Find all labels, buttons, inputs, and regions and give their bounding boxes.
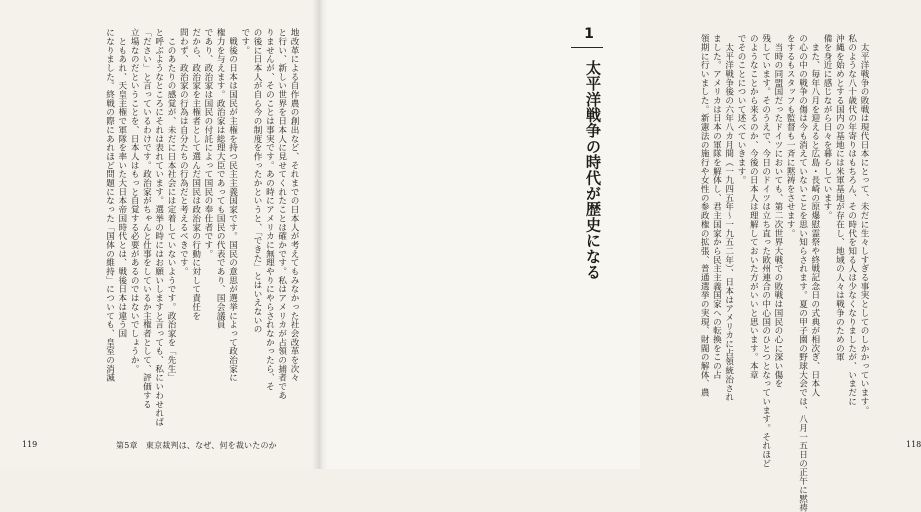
section-title: 太平洋戦争の時代が歴史になる [584,60,602,280]
left-page-number: 119 [22,440,38,449]
right-page-number: 118 [906,440,921,449]
left-page-body-text: 地改革による自作農の創出など、それまでの日本人が考えてもみなかった社会改革を次々 と行い、新しい世界を日本人に見せてくれたことは確かです。私はアメリカが占領の捕者であ りませんが、そのことは事実です。あの時にアメリカに無理やりにやらされなかったら、そ の後に日本人が自ら今の制度を作ったかというと、「できた」とはいえないの です。 戦後の日本は国民が主権を持つ民主主義国家です。国民の意思が選挙によって政治家に 権力を与えます。政治家は総理大臣であっても国民の代表であり、国会議員 であり、政治家は国民の付託によって国民の奉仕者です。 だから、政治家を主権者として選んだ国民は政治家の行動に対して責任を 問わず、政治家の行為は自分たちの行為だと考えるべきです。 このあたりの感覚が、未だに日本社会には定着していないようです。政治家を「先生」 と呼ぶようなところにそれは表れています。選挙の時にはお願いしますと言っても、私にいわせれば 「ださい」と言っているわけです。政治家がちゃんと仕事をしているか主権者として、評価する 立場なのだということを、日本人はもっと自覚する必要があるのではないでしょうか。 ともあれ、天皇主権で軍隊を率いた大日本帝国時代とは、戦後日本は違う国 になりました。終戦の際にあれほど問題になった「国体の維持」についても、皇室の消滅 [104,28,299,427]
heading-rule [571,47,603,48]
right-page-body-text: 太平洋戦争の敗戦は現代日本にとって、未だに生々しすぎる事実としてのしかかっています。 私のような八十歳代の年寄りはもちろん、その時代を知る人は少なくなりましたが、いまだに 沖縄を始めとする国内の基地には米軍基地が存在し、地域の人々は戦争のための軍 備を身近に感じながら日々を暮らしています。 また、毎年八月を迎えると広島・長崎の原爆慰霊祭や終戦記念日の式典が相次ぎ、日本人 の心の中の戦争の傷は今も消えていないことを思い知らされます。夏の甲子園の野球大会では、八月一五日の正午に黙祷 をするもスタッフも監督も一斉に黙祷をさせます。 当時の同盟国だったドイツにおいても、第二次世界大戦での敗戦は国民の心に深い傷を 残しています。そのうえで、今日のドイツは立ち直った欧州連合の中心国のひとつとなっています。それほど のようなことから来るのか、今後の日本人は理解しておいた方がいいと思います。本章 でそのことについて述べていきます。 太平洋戦争後の六年八カ月間（一九四五年～一九五二年）、日本はアメリカに占領統治され ました。アメリカは日本の軍隊を解体し、君主国家から民主主義国家への転換をこの占 領期に行いました。新憲法の施行や女性の参政権の拡張、普通選挙の実現、財閥の解体、農 [699,34,869,512]
book-gutter [312,0,328,469]
left-page [0,0,320,469]
running-head: 第5章 東京裁判は、なぜ、何を裁いたのか [116,441,277,450]
section-number: 1 [584,26,594,42]
